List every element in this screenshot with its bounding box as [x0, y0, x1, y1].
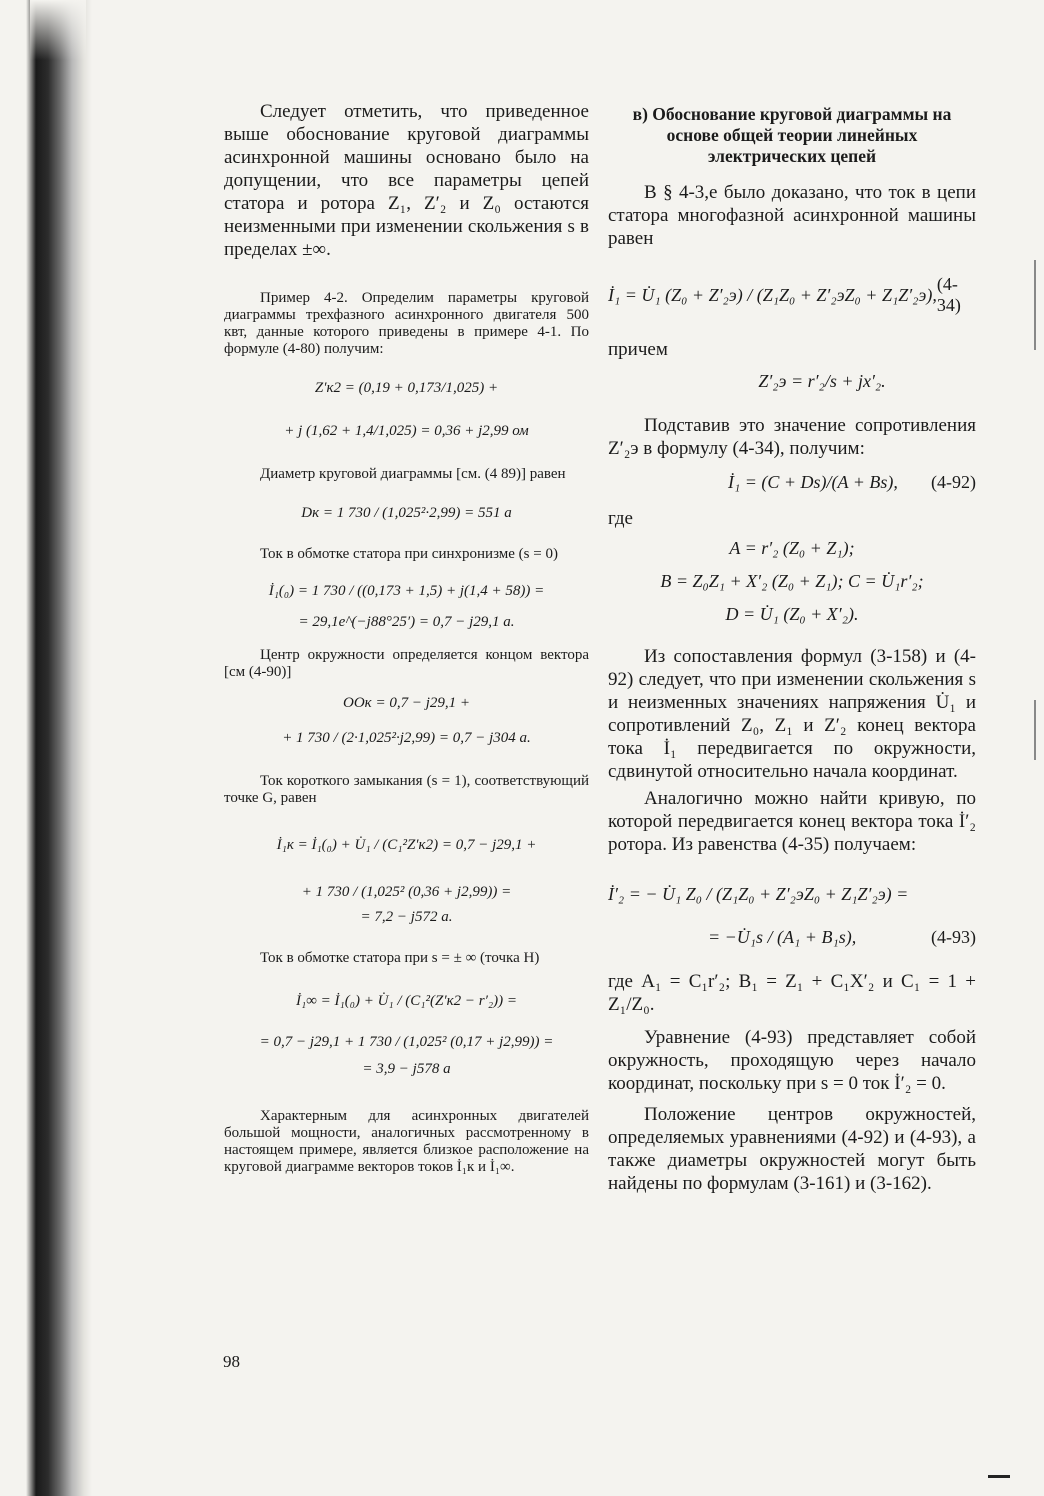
equation-z2e: Z′₂э = r′₂/s + jx′₂.: [758, 371, 886, 391]
example-paragraph: Пример 4-2. Определим параметры круговой диаграммы трехфазного асинхронного двигателя 500 квт, данные которого приведены в примере 4-1. По формуле (4-80) получим:: [224, 290, 589, 357]
closing-paragraph: Характерным для асинхронных двигателей большой мощности, аналогичных рассмотренному в настоящем примере, является близкое расположение на круговой диаграмме векторов токов İ₁к и İ₁∞.: [224, 1108, 589, 1175]
formula-center-line1: OOк = 0,7 − j29,1 +: [343, 695, 470, 711]
formula-i1k-line3: = 7,2 − j572 а.: [360, 909, 453, 925]
book-spine-shadow: [0, 0, 92, 1496]
formula-i1k-line1: İ₁к = İ₁(₀) + U̇₁ / (C₁²Z′к2) = 0,7 − j29,1 +: [276, 837, 537, 853]
eq-4-34-body: İ₁ = U̇₁ (Z₀ + Z′₂э) / (Z₁Z₀ + Z′₂эZ₀ + Z₁Z′₂э),: [608, 284, 937, 305]
right-para-1: В § 4-3,е было доказано, что ток в цепи статора многофазной асинхронной машины равен: [608, 182, 976, 249]
right-para-2: Подставив это значение сопротивления Z′₂э в формулу (4-34), получим:: [608, 415, 976, 459]
formula-diameter: Dк = 1 730 / (1,025²·2,99) = 551 а: [301, 505, 512, 521]
right-column: [608, 100, 976, 1195]
scan-mark: [988, 1475, 1010, 1478]
section-heading: в) Обоснование круговой диаграммы на основе общей теории линейных электрических цепей: [632, 104, 952, 166]
equation-b-c: B = Z₀Z₁ + X′₂ (Z₀ + Z₁); C = U̇₁r′₂;: [660, 571, 924, 591]
scan-edge-mark: [1034, 700, 1036, 760]
eq-4-93-number: (4-93): [931, 927, 976, 947]
short-circuit-text: Ток короткого замыкания (s = 1), соответствующий точке G, равен: [224, 773, 589, 806]
formula-i1inf-line3: = 3,9 − j578 а: [362, 1061, 451, 1077]
formula-z-k2-line1: Z′к2 = (0,19 + 0,173/1,025) +: [314, 380, 499, 396]
equation-4-93-line1: İ′₂ = − U̇₁ Z₀ / (Z₁Z₀ + Z′₂эZ₀ + Z₁Z′₂э) =: [608, 884, 909, 904]
eq-4-34-number: (4-34): [936, 274, 961, 315]
center-text: Центр окружности определяется концом вектора [см (4-90)]: [224, 647, 589, 680]
infinity-text: Ток в обмотке статора при s = ± ∞ (точка H): [260, 950, 540, 966]
formula-center-line2: + 1 730 / (2·1,025²·j2,99) = 0,7 − j304 а.: [282, 730, 531, 746]
scan-edge-mark: [1034, 260, 1036, 350]
intro-paragraph: Следует отметить, что приведенное выше обоснование круговой диаграммы асинхронной машины основано было на допущении, что все параметры цепей статора и ротора Z₁, Z′₂ и Z₀ остаются неизменными при изменении скольжения s в пределах ±∞.: [224, 101, 589, 260]
equation-4-93-line2: [608, 927, 976, 948]
formula-i1k-line2: + 1 730 / (1,025² (0,36 + j2,99)) =: [301, 884, 512, 900]
eq-4-93-body: = −U̇₁s / (A₁ + B₁s),: [708, 927, 857, 947]
right-para-6: Положение центров окружностей, определяемых уравнениями (4-92) и (4-93), а также диаметры окружностей могут быть найдены по формулам (3-161) и (3-162).: [608, 1104, 976, 1194]
eq-4-92-number: (4-92): [931, 472, 976, 492]
right-para-3: Из сопоставления формул (3-158) и (4-92) следует, что при изменении скольжения s и неизменных значениях напряжения U̇₁ и сопротивлений Z₀, Z₁ и Z′₂ конец вектора тока İ₁ передвигается по окружности, сдвинутой относительно начала координат.: [608, 646, 976, 782]
equation-a1-b1-c1: где A₁ = C₁r′₂; B₁ = Z₁ + C₁X′₂ и C₁ = 1 + Z₁/Z₀.: [608, 971, 976, 1015]
equation-4-92: [608, 472, 976, 493]
prichem-text: причем: [608, 339, 668, 360]
formula-i1inf-line2: = 0,7 − j29,1 + 1 730 / (1,025² (0,17 + j2,99)) =: [259, 1034, 554, 1050]
left-column: [224, 100, 589, 1176]
spine-fade: [30, 0, 86, 60]
formula-i1inf-line1: İ₁∞ = İ₁(₀) + U̇₁ / (C₁²(Z′к2 − r′₂)) =: [296, 993, 517, 1009]
formula-i1-0-line1: İ₁(₀) = 1 730 / ((0,173 + 1,5) + j(1,4 + 58)) =: [268, 583, 545, 599]
right-para-5: Уравнение (4-93) представляет собой окружность, проходящую через начало координат, поскольку при s = 0 ток İ′₂ = 0.: [608, 1027, 976, 1094]
sync-text: Ток в обмотке статора при синхронизме (s = 0): [260, 546, 558, 562]
gde-text: где: [608, 508, 633, 529]
eq-4-92-body: İ₁ = (C + Ds)/(A + Bs),: [728, 472, 898, 492]
diameter-text: Диаметр круговой диаграммы [см. (4 89)] равен: [260, 466, 566, 482]
equation-4-34: [608, 274, 976, 316]
right-para-4: Аналогично можно найти кривую, по которой передвигается конец вектора тока İ′₂ ротора. Из равенства (4-35) получаем:: [608, 788, 976, 855]
formula-i1-0-line2: = 29,1e^(−j88°25′) = 0,7 − j29,1 а.: [298, 614, 515, 630]
equation-d: D = U̇₁ (Z₀ + X′₂).: [725, 604, 859, 624]
page-number: 98: [223, 1352, 240, 1371]
formula-z-k2-line2: + j (1,62 + 1,4/1,025) = 0,36 + j2,99 ом: [284, 423, 529, 439]
equation-a: A = r′₂ (Z₀ + Z₁);: [729, 538, 855, 558]
